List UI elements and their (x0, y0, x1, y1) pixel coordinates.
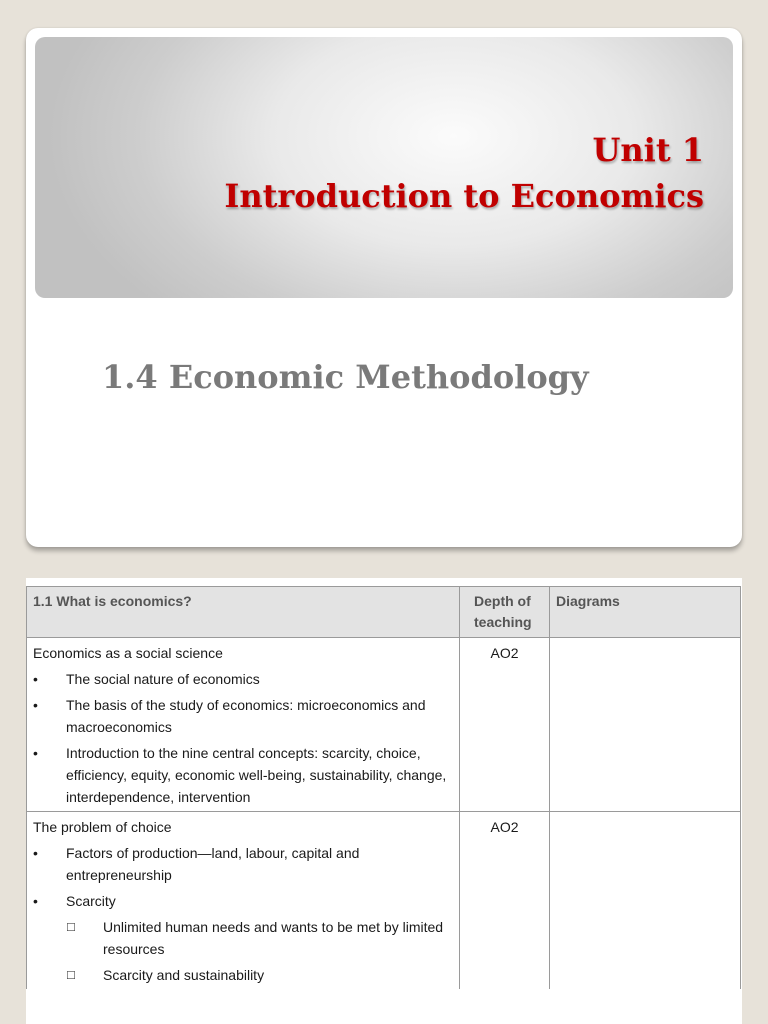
list-item-text: Scarcity (66, 893, 116, 909)
box-bullet-icon: □ (67, 967, 75, 982)
bullet-icon: • (33, 697, 38, 713)
sub-list-item (33, 916, 453, 960)
topic-cell (27, 812, 460, 990)
list-item (33, 890, 453, 912)
unit-title (224, 127, 704, 219)
syllabus-table (26, 586, 741, 989)
bullet-icon: • (33, 745, 38, 761)
slide-header-banner (35, 37, 733, 298)
unit-title-line1: Unit 1 (592, 131, 704, 169)
syllabus-header-row (27, 587, 741, 638)
topic-title: Economics as a social science (33, 645, 223, 661)
syllabus-page (26, 578, 742, 1024)
header-diagrams: Diagrams (550, 587, 741, 638)
header-depth: Depth of teaching (460, 587, 550, 638)
depth-cell: AO2 (460, 638, 550, 812)
topic-title: The problem of choice (33, 819, 172, 835)
sub-list-item (33, 964, 453, 986)
bullet-icon: • (33, 671, 38, 687)
topic-cell (27, 638, 460, 812)
header-topic: 1.1 What is economics? (27, 587, 460, 638)
list-item-text: The basis of the study of economics: microeconomics and macroeconomics (66, 697, 426, 735)
bullet-icon: • (33, 845, 38, 861)
diagrams-cell (550, 812, 741, 990)
list-item-text: The social nature of economics (66, 671, 260, 687)
unit-title-line2: Introduction to Economics (224, 177, 704, 215)
list-item (33, 694, 453, 738)
depth-cell: AO2 (460, 812, 550, 990)
diagrams-cell (550, 638, 741, 812)
title-slide (26, 28, 742, 547)
box-bullet-icon: □ (67, 919, 75, 934)
list-item-text: Factors of production—land, labour, capital and entrepreneurship (66, 845, 360, 883)
list-item (33, 742, 453, 808)
slide-subtitle: 1.4 Economic Methodology (102, 358, 589, 396)
table-row (27, 812, 741, 990)
sub-list-item-text: Scarcity and sustainability (103, 967, 265, 983)
bullet-icon: • (33, 893, 38, 909)
list-item (33, 842, 453, 886)
table-row (27, 638, 741, 812)
list-item (33, 668, 453, 690)
sub-list-item-text: Unlimited human needs and wants to be met by limited resources (103, 919, 444, 957)
list-item-text: Introduction to the nine central concepts: scarcity, choice, efficiency, equity, economic well-being, sustainability, change, interdependence, intervention (66, 745, 447, 805)
